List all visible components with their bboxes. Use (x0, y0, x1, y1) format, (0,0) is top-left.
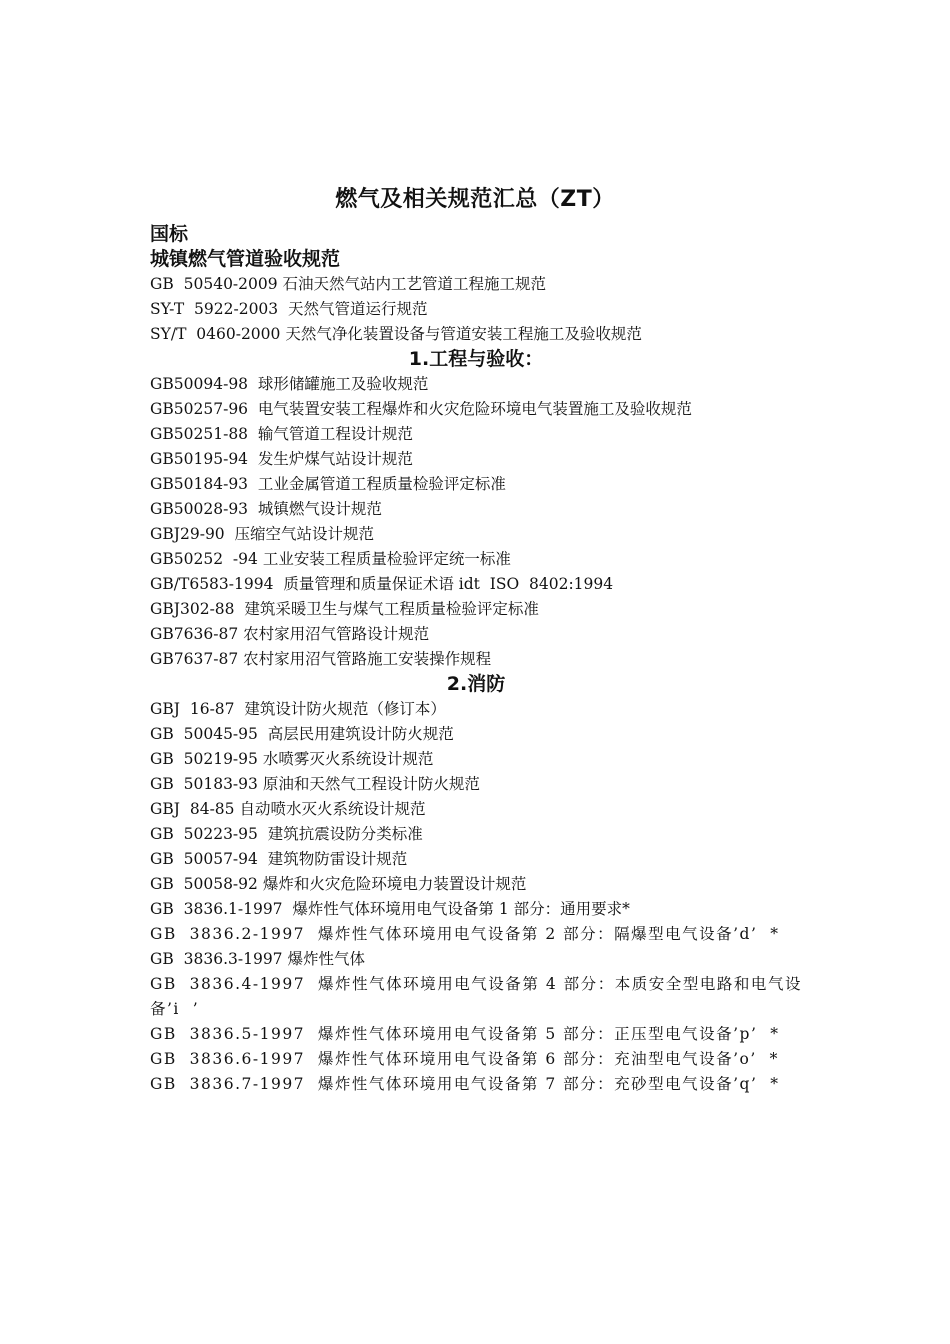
subheading-gas-pipeline-acceptance: 城镇燃气管道验收规范 (150, 248, 341, 270)
standard-item: GB 3836.2-1997 爆炸性气体环境用电气设备第 2 部分：隔爆型电气设备’d’ * (150, 925, 780, 943)
standard-item: GBJ29-90 压缩空气站设计规范 (150, 525, 375, 543)
standard-item: GB7637-87 农村家用沼气管路施工安装操作规程 (150, 650, 492, 668)
standard-item: GB 50223-95 建筑抗震设防分类标准 (150, 825, 423, 843)
standard-item: GB 3836.4-1997 爆炸性气体环境用电气设备第 4 部分：本质安全型电路和电气设备’i ’ (150, 975, 802, 1018)
standard-item: GB 50219-95 水喷雾灭火系统设计规范 (150, 750, 434, 768)
standard-item: GB50184-93 工业金属管道工程质量检验评定标准 (150, 475, 506, 493)
standard-item: GB50094-98 球形储罐施工及验收规范 (150, 375, 429, 393)
standard-item: GB7636-87 农村家用沼气管路设计规范 (150, 625, 430, 643)
section-heading-fire: 2.消防 (446, 673, 506, 695)
standard-item: GB 50057-94 建筑物防雷设计规范 (150, 850, 408, 868)
standard-item: GB50028-93 城镇燃气设计规范 (150, 500, 382, 518)
standard-item: GB 50540-2009 石油天然气站内工艺管道工程施工规范 (150, 275, 547, 293)
standard-item: GB50252 -94 工业安装工程质量检验评定统一标准 (150, 550, 511, 568)
standard-item: GBJ 16-87 建筑设计防火规范（修订本） (150, 700, 446, 718)
document-body (150, 222, 802, 1097)
section-heading-guobiao: 国标 (150, 223, 189, 245)
standard-item: GB50257-96 电气装置安装工程爆炸和火灾危险环境电气装置施工及验收规范 (150, 400, 692, 418)
standard-item: GBJ302-88 建筑采暖卫生与煤气工程质量检验评定标准 (150, 600, 539, 618)
standard-item: GB50251-88 输气管道工程设计规范 (150, 425, 413, 443)
document-title: 燃气及相关规范汇总（ZT） (335, 187, 615, 212)
standard-item: GB/T6583-1994 质量管理和质量保证术语 idt ISO 8402:1994 (150, 575, 614, 593)
standard-item: SY/T 0460-2000 天然气净化装置设备与管道安装工程施工及验收规范 (150, 325, 642, 343)
section-heading-acceptance: 1.工程与验收： (408, 348, 544, 370)
standard-item: GB 3836.6-1997 爆炸性气体环境用电气设备第 6 部分：充油型电气设备’o’ * (150, 1050, 779, 1068)
standard-item: GB 50045-95 高层民用建筑设计防火规范 (150, 725, 454, 743)
standard-item: GB 3836.1-1997 爆炸性气体环境用电气设备第 1 部分：通用要求* (150, 900, 630, 918)
standard-item: GB 3836.5-1997 爆炸性气体环境用电气设备第 5 部分：正压型电气设备’p’ * (150, 1025, 780, 1043)
standard-item: GB 50183-93 原油和天然气工程设计防火规范 (150, 775, 480, 793)
standard-item: GB 3836.3-1997 爆炸性气体 (150, 950, 365, 968)
standard-item: SY-T 5922-2003 天然气管道运行规范 (150, 300, 428, 318)
standard-item: GB 3836.7-1997 爆炸性气体环境用电气设备第 7 部分：充砂型电气设备’q’ * (150, 1075, 780, 1093)
standard-item: GB 50058-92 爆炸和火灾危险环境电力装置设计规范 (150, 875, 527, 893)
standard-item: GB50195-94 发生炉煤气站设计规范 (150, 450, 413, 468)
standard-item: GBJ 84-85 自动喷水灭火系统设计规范 (150, 800, 426, 818)
